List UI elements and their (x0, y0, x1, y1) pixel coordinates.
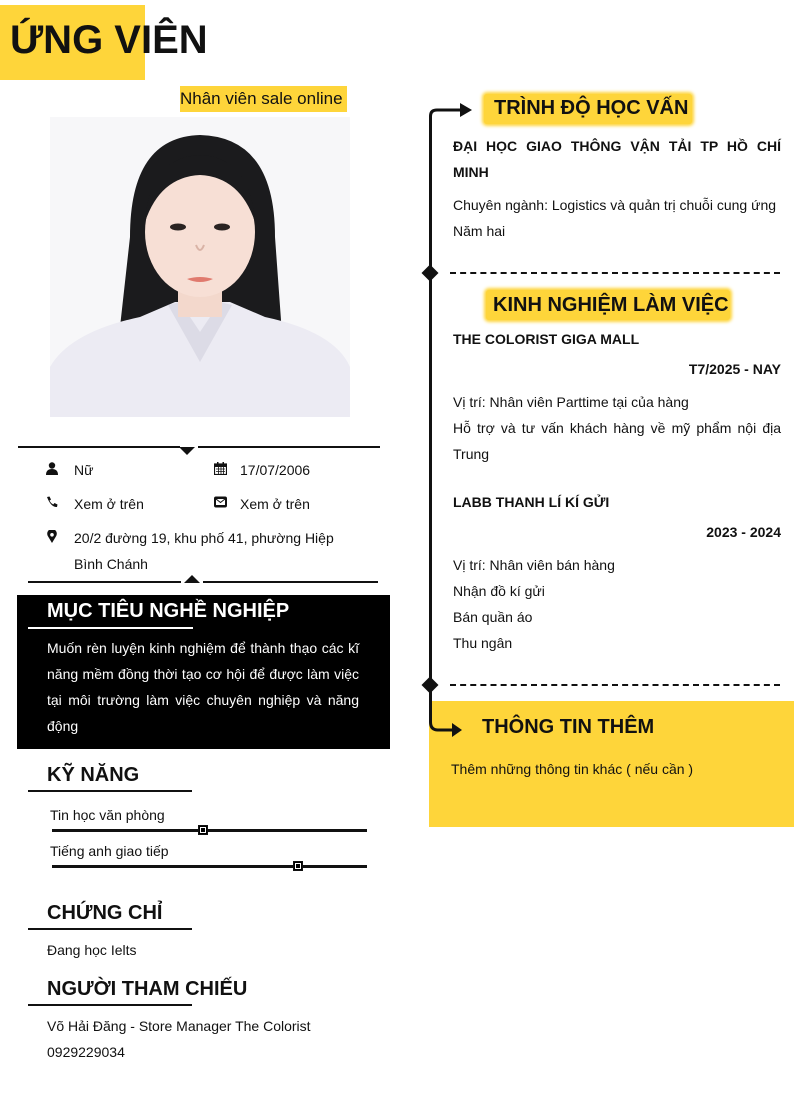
divider-right-bottom (203, 581, 378, 583)
candidate-name: ỨNG VIÊN (10, 18, 208, 62)
education-major: Chuyên ngành: Logistics và quản trị chuỗi cung ứng (453, 197, 777, 213)
objective-underline (28, 627, 193, 629)
job-duty: Thu ngân (453, 635, 513, 651)
objective-title: MỤC TIÊU NGHỀ NGHIỆP (47, 600, 290, 622)
skills-title: KỸ NĂNG (47, 764, 140, 786)
phone-icon (45, 495, 59, 509)
objective-text: Muốn rèn luyện kinh nghiệm để thành thạo các kĩ năng mềm đồng thời tạo cơ hội để được làm việc tại môi trường làm việc chuyên nghiệp và năng động (47, 640, 359, 734)
gender-value: Nữ (74, 462, 94, 478)
education-year: Năm hai (453, 223, 506, 239)
candidate-photo (50, 117, 350, 417)
skill-slider-track[interactable] (52, 865, 367, 868)
job-description-line2: Trung (453, 446, 490, 462)
extra-info-text: Thêm những thông tin khác ( nếu cần ) (451, 761, 694, 777)
job-position: Vị trí: Nhân viên Parttime tại của hàng (453, 394, 689, 410)
job-period: 2023 - 2024 (706, 524, 781, 540)
divider-arrow-up (184, 575, 200, 583)
section-divider (450, 272, 780, 274)
school-name-line2: MINH (453, 164, 489, 180)
skill-slider-knob[interactable] (198, 825, 208, 835)
user-icon (45, 461, 59, 475)
certificates-underline (28, 928, 192, 930)
section-divider (450, 684, 780, 686)
arrow-right-icon (428, 700, 468, 742)
skills-underline (28, 790, 192, 792)
skill-slider-track[interactable] (52, 829, 367, 832)
skill-label: Tin học văn phòng (50, 807, 165, 823)
school-name-line1: ĐẠI HỌC GIAO THÔNG VẬN TẢI TP HỒ CHÍ (453, 138, 781, 154)
skill-slider-knob[interactable] (293, 861, 303, 871)
objective-section (17, 595, 390, 749)
experience-title: KINH NGHIỆM LÀM VIỆC (493, 294, 729, 316)
birthday-value: 17/07/2006 (240, 462, 311, 478)
divider-left-bottom (28, 581, 181, 583)
job-company: THE COLORIST GIGA MALL (453, 331, 640, 347)
extra-info-title: THÔNG TIN THÊM (482, 716, 655, 738)
address-line-1: 20/2 đường 19, khu phố 41, phường Hiệp (74, 530, 334, 546)
divider-left (18, 446, 180, 448)
references-title: NGƯỜI THAM CHIẾU (47, 978, 248, 1000)
divider-arrow-down (179, 447, 195, 455)
certificate-item: Đang học Ielts (47, 942, 137, 958)
calendar-icon (213, 461, 227, 475)
address-line-2: Bình Chánh (74, 556, 148, 572)
skill-label: Tiếng anh giao tiếp (50, 843, 169, 859)
job-duty: Bán quần áo (453, 609, 533, 625)
timeline-line (429, 118, 432, 718)
envelope-icon (213, 495, 227, 509)
reference-line: Võ Hải Đăng - Store Manager The Colorist (47, 1018, 311, 1034)
phone-value: Xem ở trên (74, 496, 144, 512)
job-title: Nhân viên sale online (180, 86, 347, 112)
divider-right (198, 446, 380, 448)
reference-line: 0929229034 (47, 1044, 125, 1060)
education-title: TRÌNH ĐỘ HỌC VẤN (494, 97, 689, 119)
timeline-diamond (422, 677, 439, 694)
portrait-illustration (50, 117, 350, 417)
certificates-title: CHỨNG CHỈ (47, 902, 163, 924)
job-company: LABB THANH LÍ KÍ GỬI (453, 494, 610, 510)
job-position: Vị trí: Nhân viên bán hàng (453, 557, 615, 573)
job-period: T7/2025 - NAY (688, 361, 781, 377)
map-marker-icon (45, 529, 59, 543)
job-duty: Nhận đồ kí gửi (453, 583, 545, 599)
email-value: Xem ở trên (240, 496, 310, 512)
job-description-line1: Hỗ trợ và tư vấn khách hàng về mỹ phẩm nội địa (453, 420, 781, 436)
timeline-diamond (422, 265, 439, 282)
references-underline (28, 1004, 192, 1006)
arrow-right-icon (428, 100, 473, 122)
